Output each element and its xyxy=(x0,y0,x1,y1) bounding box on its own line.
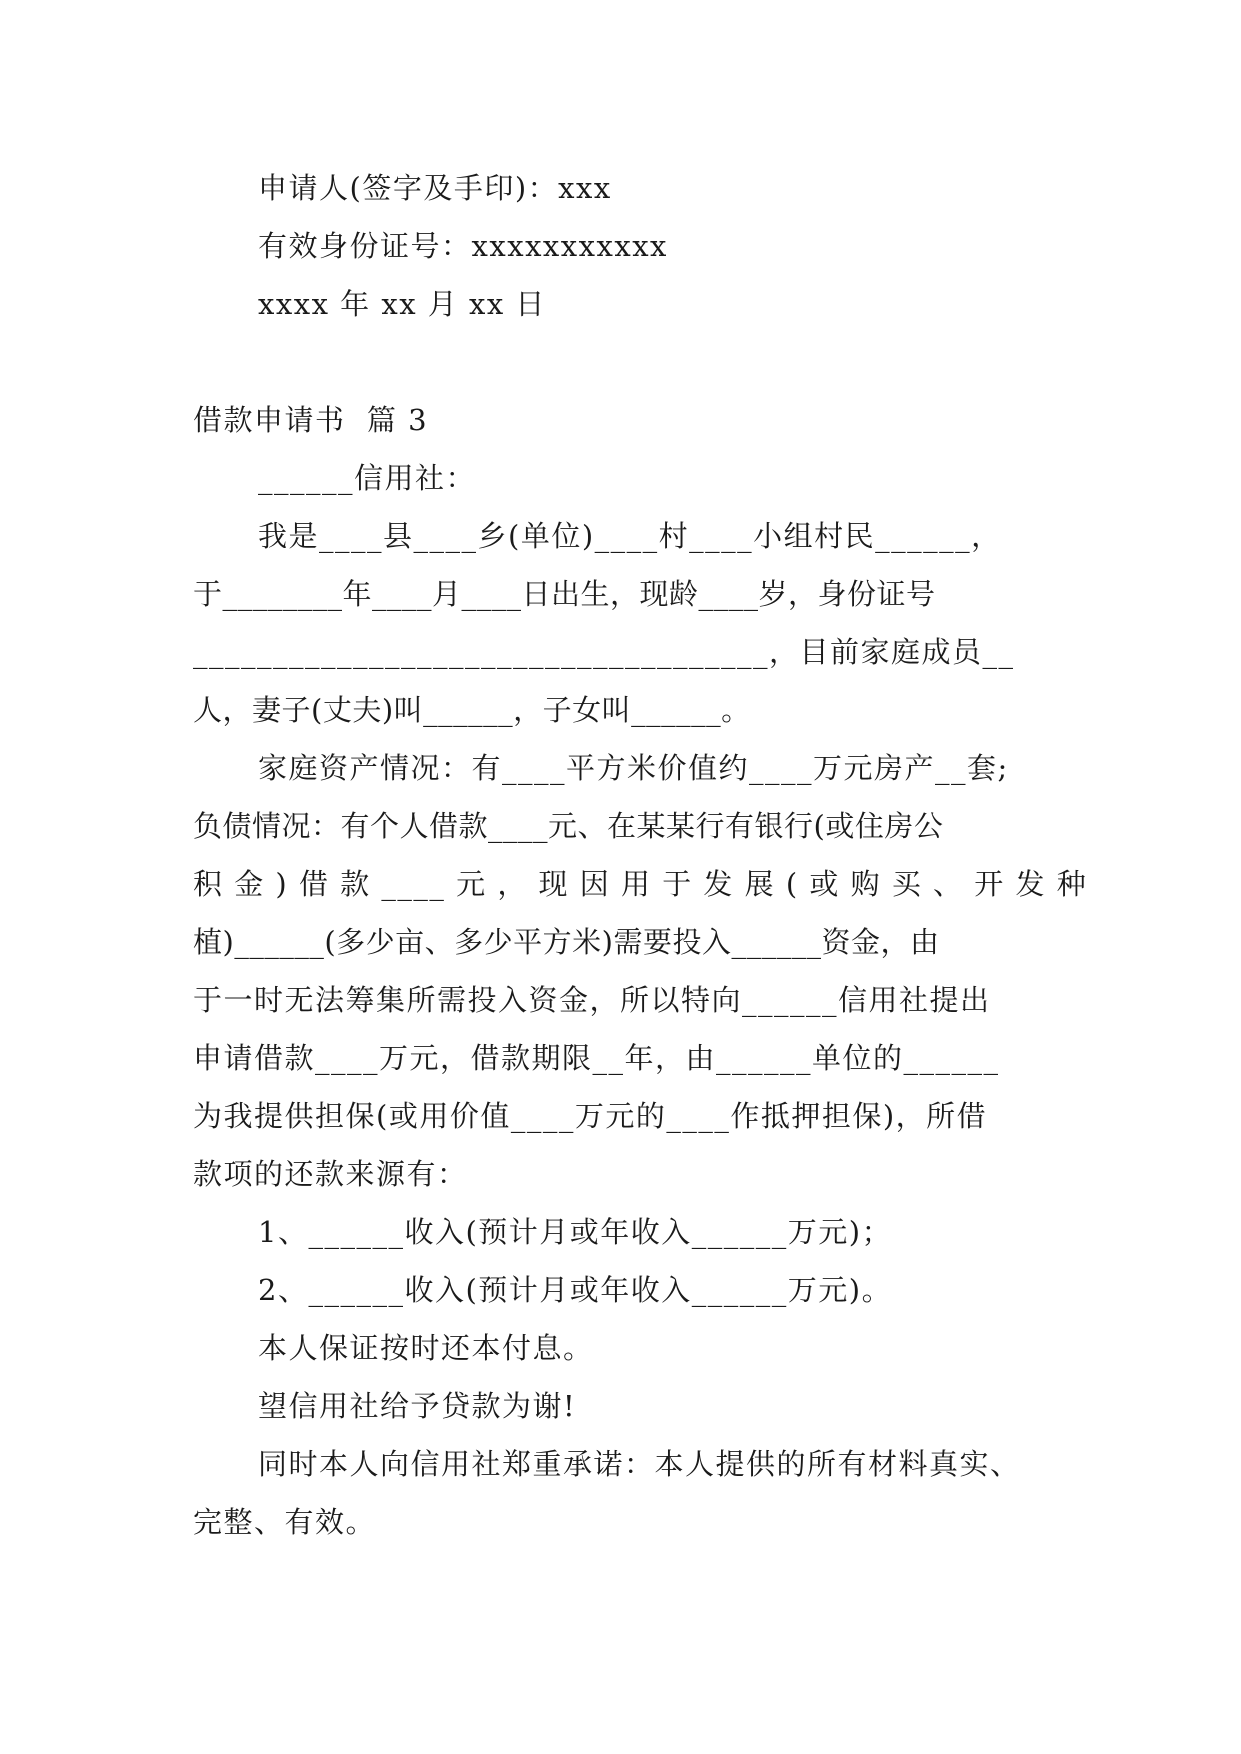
date-line: xxxx 年 xx 月 xx 日 xyxy=(258,287,546,321)
id-number-line: 有效身份证号：xxxxxxxxxxx xyxy=(258,229,668,263)
body-line: 负债情况：有个人借款____元、在某某行有银行(或住房公 xyxy=(193,809,944,843)
body-line: 植)______(多少亩、多少平方米)需要投入______资金，由 xyxy=(193,925,940,959)
addressee-line: ______信用社： xyxy=(258,461,477,495)
applicant-signature-line: 申请人(签字及手印)：xxx xyxy=(258,171,612,205)
section-title: 借款申请书 篇 3 xyxy=(193,403,429,437)
body-line: 我是____县____乡(单位)____村____小组村民______， xyxy=(258,519,1002,553)
body-line: 家庭资产情况：有____平方米价值约____万元房产__套; xyxy=(258,751,1009,785)
body-line: 同时本人向信用社郑重承诺：本人提供的所有材料真实、 xyxy=(258,1447,1021,1481)
repayment-source-item: 2、______收入(预计月或年收入______万元)。 xyxy=(258,1273,893,1307)
body-line: 于________年____月____日出生，现龄____岁，身份证号 xyxy=(193,577,936,611)
body-line: 完整、有效。 xyxy=(193,1505,377,1539)
body-line: 本人保证按时还本付息。 xyxy=(258,1331,594,1365)
body-line: 积 金 ) 借 款 ____ 元 ， 现 因 用 于 发 展 ( 或 购 买 、 开 发 种 xyxy=(193,867,1088,901)
body-line: 于一时无法筹集所需投入资金，所以特向______信用社提出 xyxy=(193,983,991,1017)
body-line: 人，妻子(丈夫)叫______，子女叫______。 xyxy=(193,693,751,727)
body-line: 款项的还款来源有： xyxy=(193,1157,468,1191)
repayment-source-item: 1、______收入(预计月或年收入______万元)； xyxy=(258,1215,893,1249)
body-line: ____________________________________，目前家庭成员__ xyxy=(193,635,1015,669)
body-line: 申请借款____万元，借款期限__年，由______单位的______ xyxy=(193,1041,1000,1075)
body-line: 为我提供担保(或用价值____万元的____作抵押担保)，所借 xyxy=(193,1099,988,1133)
body-line: 望信用社给予贷款为谢! xyxy=(258,1389,577,1423)
